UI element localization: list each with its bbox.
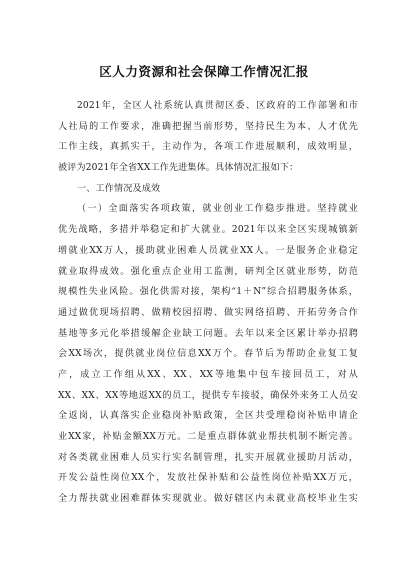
body-text-line: 2021年，全区人社系统认真贯彻区委、区政府的工作部署和市	[77, 101, 358, 111]
body-text-line: 产，成立工作组从XX、XX、XX等地集中包车接回员工，对从	[58, 369, 358, 380]
body-text-line: 被评为2021年全省XX工作先进集体。具体情况汇报如下：	[58, 163, 299, 174]
body-text-line: 规模性失业风险。强化供需对接，架构“1＋N”综合招聘服务体系，	[58, 287, 358, 298]
document-title: 区人力资源和社会保障工作情况汇报	[99, 64, 309, 79]
body-text-line: 人社局的工作要求，准确把握当前形势，坚持民生为本、人才优先	[58, 121, 358, 132]
body-text-line: 通过做优现场招聘、做精校园招聘、做实网络招聘、开拓劳务合作	[58, 307, 358, 318]
body-text-line: 全力帮扶就业困难群体实现就业。做好辖区内未就业高校毕业生实	[58, 494, 358, 505]
body-text-line: 全返岗，认真落实企业稳岗补贴政策，全区共受理稳岗补贴申请企	[58, 411, 358, 422]
body-text-line: 工作主线，真抓实干，主动作为，各项工作进展顺利，成效明显，	[58, 142, 358, 153]
body-text-line: XX、XX、XX等地返XX的员工，提供专车接驳，确保外来务工人员安	[58, 390, 358, 401]
body-text-line: 对各类就业困难人员实行实名制管理，扎实开展就业援助月活动，	[58, 452, 358, 463]
body-text-line: 业XX家，补贴金额XX万元。二是重点群体就业帮扶机制不断完善。	[58, 432, 358, 442]
body-text-line: 优先战略，多措并举稳定和扩大就业。2021年以来全区实现城镇新	[58, 225, 358, 236]
body-text-line: 增就业XX万人，援助就业困难人员就业XX人。一是服务企业稳定	[58, 245, 358, 256]
document-body	[58, 96, 358, 510]
body-text-line: 会XX场次，提供就业岗位信息XX万个。春节后为帮助企业复工复	[58, 349, 358, 360]
body-text-line: 就业取得成效。强化重点企业用工监测，研判全区就业形势，防范	[58, 266, 358, 277]
body-text-line: 一、工作情况及成效	[77, 183, 161, 194]
body-text-line: （一）全面落实各项政策，就业创业工作稳步推进。坚持就业	[77, 204, 358, 215]
body-text-line: 开发公益性岗位XX个，发放社保补贴和公益性岗位补贴XX万元，	[58, 473, 358, 484]
body-text-line: 基地等多元化举措缓解企业缺工问题。去年以来全区累计举办招聘	[58, 328, 358, 339]
